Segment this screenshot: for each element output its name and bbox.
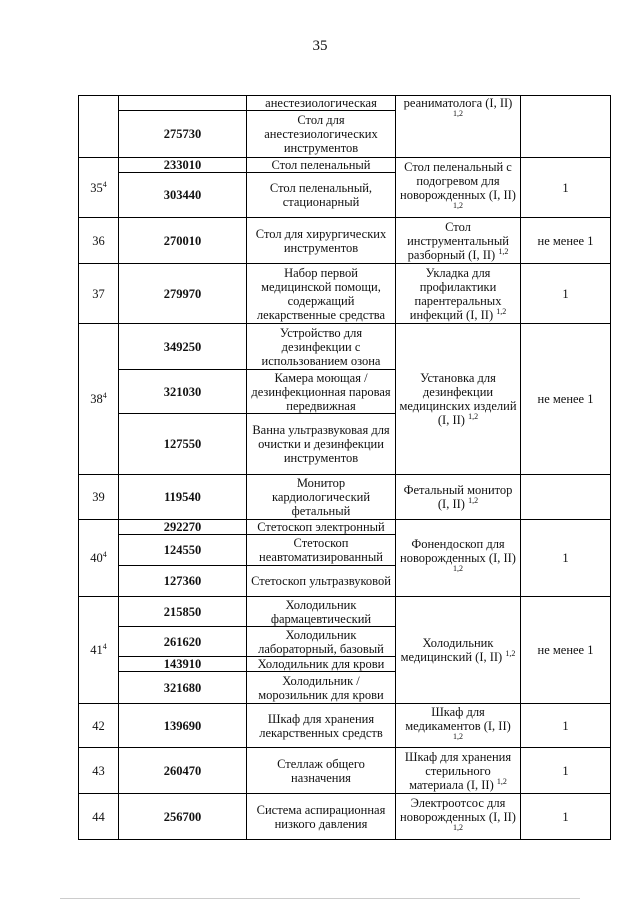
requirement-text: Шкаф для хранения стерильного материала (I, II) — [404, 749, 512, 792]
equipment-name: Стол для анестезиологических инструментов — [247, 111, 396, 158]
nomenclature-code: 124550 — [119, 535, 247, 566]
equipment-name: Набор первой медицинской помощи, содержащий лекарственные средства — [247, 264, 396, 324]
requirement-cell — [396, 520, 521, 597]
requirement-cell — [396, 794, 521, 840]
requirement-text: реаниматолога (I, II) — [403, 96, 513, 110]
requirement-cell — [396, 748, 521, 794]
equipment-name: Шкаф для хранения лекарственных средств — [247, 704, 396, 748]
row-number — [79, 96, 119, 158]
table-row — [79, 597, 611, 627]
equipment-name: Устройство для дезинфекции с использованием озона — [247, 324, 396, 370]
equipment-name: Ванна ультразвуковая для очистки и дезинфекции инструментов — [247, 414, 396, 475]
nomenclature-code: 321680 — [119, 672, 247, 704]
page-number: 35 — [312, 38, 328, 54]
table-row — [79, 748, 611, 794]
quantity: 1 — [521, 158, 611, 218]
table-row — [79, 96, 611, 111]
row-number: $41^4$ — [79, 597, 119, 704]
equipment-name: Холодильник лабораторный, базовый — [247, 627, 396, 657]
footnote-mark: 1,2 — [496, 306, 507, 316]
quantity: не менее 1 — [521, 324, 611, 475]
equipment-name: Стетоскоп ультразвуковой — [247, 566, 396, 597]
footnote-mark: 1,2 — [498, 246, 509, 256]
table-row — [79, 520, 611, 535]
row-number: 37 — [79, 264, 119, 324]
footnote-mark: 1,2 — [453, 563, 463, 573]
equipment-name: Система аспирационная низкого давления — [247, 794, 396, 840]
requirement-cell — [396, 264, 521, 324]
quantity: 1 — [521, 704, 611, 748]
quantity: 1 — [521, 748, 611, 794]
nomenclature-code: 256700 — [119, 794, 247, 840]
footnote-mark: 1,2 — [505, 648, 516, 658]
nomenclature-code: 279970 — [119, 264, 247, 324]
requirement-text: Укладка для профилактики парентеральных инфекций (I, II) — [409, 265, 502, 322]
requirement-cell — [396, 218, 521, 264]
requirement-cell — [396, 96, 521, 158]
requirement-text: Фонендоскоп для новорожденных (I, II) — [400, 537, 516, 565]
page-bottom-edge — [60, 898, 580, 899]
nomenclature-code: 275730 — [119, 111, 247, 158]
nomenclature-code: 261620 — [119, 627, 247, 657]
footnote-mark: 1,2 — [453, 822, 463, 832]
nomenclature-code: 270010 — [119, 218, 247, 264]
equipment-name: Стол пеленальный, стационарный — [247, 173, 396, 218]
footnote-mark: 1,2 — [496, 776, 507, 786]
requirement-text: Установка для дезинфекции медицинских изделий (I, II) — [399, 371, 517, 427]
requirement-text: Электроотсос для новорожденных (I, II) — [400, 795, 516, 824]
equipment-name: Монитор кардиологический фетальный — [247, 475, 396, 520]
footnote-mark: 1,2 — [453, 108, 463, 118]
nomenclature-code: 303440 — [119, 173, 247, 218]
quantity: не менее 1 — [521, 218, 611, 264]
footnote-mark: 1,2 — [453, 200, 463, 210]
requirement-cell — [396, 324, 521, 475]
table-row — [79, 794, 611, 840]
table-row — [79, 475, 611, 520]
equipment-name: Холодильник /морозильник для крови — [247, 672, 396, 704]
equipment-name: Стол для хирургических инструментов — [247, 218, 396, 264]
requirement-cell — [396, 158, 521, 218]
equipment-name: Стетоскоп неавтоматизированный — [247, 535, 396, 566]
table-row — [79, 158, 611, 173]
requirement-text: Стол инструментальный разборный (I, II) — [407, 219, 509, 262]
nomenclature-code: 349250 — [119, 324, 247, 370]
requirement-text: Фетальный монитор (I, II) — [403, 483, 513, 511]
equipment-name: Стетоскоп электронный — [247, 520, 396, 535]
equipment-name: Холодильник для крови — [247, 657, 396, 672]
footnote-mark: 1,2 — [468, 495, 479, 505]
quantity — [521, 96, 611, 158]
quantity: не менее 1 — [521, 597, 611, 704]
equipment-name: Стол пеленальный — [247, 158, 396, 173]
row-number: 39 — [79, 475, 119, 520]
quantity — [521, 475, 611, 520]
requirement-text: Стол пеленальный с подогревом для новорожденных (I, II) — [400, 159, 516, 202]
nomenclature-code: 119540 — [119, 475, 247, 520]
row-number: $35^4$ — [79, 158, 119, 218]
nomenclature-code: 143910 — [119, 657, 247, 672]
nomenclature-code: 260470 — [119, 748, 247, 794]
equipment-table — [78, 95, 611, 840]
requirement-text: Холодильник медицинский (I, II) — [400, 636, 503, 664]
requirement-cell — [396, 475, 521, 520]
quantity: 1 — [521, 264, 611, 324]
requirement-text: Шкаф для медикаментов (I, II) — [405, 704, 511, 733]
row-number: 42 — [79, 704, 119, 748]
equipment-name: анестезиологическая — [247, 96, 396, 111]
table-row — [79, 218, 611, 264]
row-number: 44 — [79, 794, 119, 840]
nomenclature-code: 127550 — [119, 414, 247, 475]
table-row — [79, 264, 611, 324]
row-number: $38^4$ — [79, 324, 119, 475]
quantity: 1 — [521, 794, 611, 840]
nomenclature-code: 215850 — [119, 597, 247, 627]
row-number: $40^4$ — [79, 520, 119, 597]
footnote-mark: 1,2 — [453, 731, 463, 741]
nomenclature-code: 139690 — [119, 704, 247, 748]
footnote-mark: 1,2 — [468, 411, 479, 421]
requirement-cell — [396, 704, 521, 748]
table-row — [79, 324, 611, 370]
quantity: 1 — [521, 520, 611, 597]
equipment-name: Камера моющая /дезинфекционная паровая передвижная — [247, 370, 396, 414]
requirement-cell — [396, 597, 521, 704]
table-row — [79, 704, 611, 748]
nomenclature-code: 127360 — [119, 566, 247, 597]
equipment-name: Холодильник фармацевтический — [247, 597, 396, 627]
nomenclature-code: 321030 — [119, 370, 247, 414]
row-number: 36 — [79, 218, 119, 264]
row-number: 43 — [79, 748, 119, 794]
nomenclature-code: 233010 — [119, 158, 247, 173]
nomenclature-code: 292270 — [119, 520, 247, 535]
equipment-name: Стеллаж общего назначения — [247, 748, 396, 794]
nomenclature-code — [119, 96, 247, 111]
